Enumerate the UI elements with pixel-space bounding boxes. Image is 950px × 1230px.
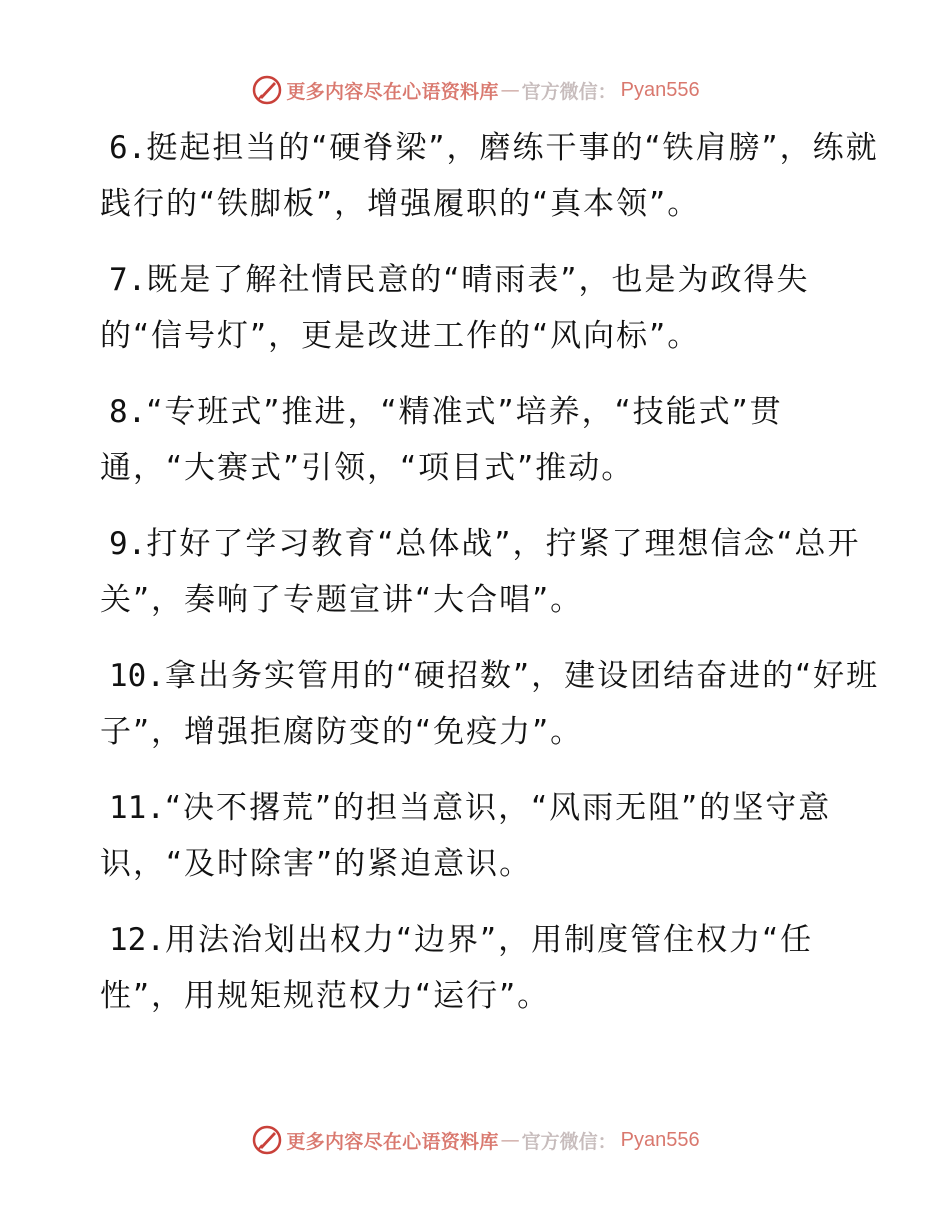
list-item: 8.“专班式”推进，“精准式”培养，“技能式”贯通，“大赛式”引领，“项目式”推动。 bbox=[100, 394, 783, 486]
banner-text: 更多内容尽在心语资料库 bbox=[286, 1130, 499, 1153]
banner-wechat-id: Pyan556 bbox=[620, 78, 700, 101]
banner-text: 更多内容尽在心语资料库 bbox=[286, 80, 499, 103]
list-item: 6.挺起担当的“硬脊梁”，磨练干事的“铁肩膀”，练就践行的“铁脚板”，增强履职的“真本领”。 bbox=[100, 130, 879, 222]
footer-watermark-banner bbox=[0, 1120, 950, 1160]
banner-dash: — bbox=[500, 1129, 520, 1151]
banner-subtext: 官方微信： bbox=[521, 80, 617, 103]
banner-subtext: 官方微信： bbox=[521, 1130, 617, 1153]
list-item: 11.“决不撂荒”的担当意识，“风雨无阻”的坚守意识，“及时除害”的紧迫意识。 bbox=[100, 790, 832, 882]
list-item: 12.用法治划出权力“边界”，用制度管住权力“任性”，用规矩规范权力“运行”。 bbox=[100, 922, 814, 1014]
list-item: 9.打好了学习教育“总体战”，拧紧了理想信念“总开关”，奏响了专题宣讲“大合唱”。 bbox=[100, 526, 861, 618]
banner-wechat-id: Pyan556 bbox=[620, 1128, 700, 1151]
item-list bbox=[100, 120, 880, 1044]
quill-logo-icon bbox=[250, 73, 284, 107]
list-item: 7.既是了解社情民意的“晴雨表”，也是为政得失的“信号灯”，更是改进工作的“风向标”。 bbox=[100, 262, 810, 354]
quill-logo-icon bbox=[250, 1123, 284, 1157]
header-watermark-banner bbox=[0, 70, 950, 110]
list-item: 10.拿出务实管用的“硬招数”，建设团结奋进的“好班子”，增强拒腐防变的“免疫力”。 bbox=[100, 658, 880, 750]
banner-dash: — bbox=[500, 79, 520, 101]
